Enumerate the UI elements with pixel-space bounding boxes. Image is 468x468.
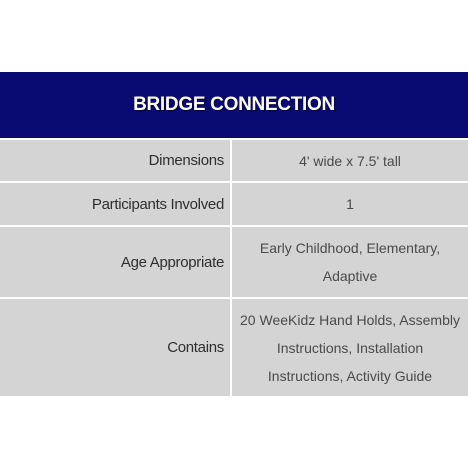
row-value (232, 299, 468, 396)
table-header (0, 72, 468, 138)
row-value (232, 227, 468, 297)
table-title: BRIDGE CONNECTION (133, 94, 335, 115)
row-value (232, 183, 468, 225)
product-spec-table (0, 72, 468, 396)
row-value (232, 140, 468, 181)
row-value-line: 20 WeeKidz Hand Holds, Assembly (240, 311, 460, 328)
row-value-line: 4' wide x 7.5' tall (299, 152, 401, 169)
table-row-participants (0, 181, 468, 225)
row-value-line: Adaptive (322, 268, 378, 284)
table-row-dimensions (0, 138, 468, 181)
row-value-line: 1 (346, 196, 354, 212)
row-label: Participants Involved (0, 183, 232, 225)
row-value-line: Instructions, Installation (276, 339, 424, 356)
row-label: Dimensions (0, 140, 232, 181)
table-row-age-appropriate (0, 225, 468, 297)
row-value-line: Instructions, Activity Guide (267, 367, 433, 384)
row-value-line: Early Childhood, Elementary, (259, 240, 441, 256)
row-label: Contains (0, 299, 232, 396)
row-label: Age Appropriate (0, 227, 232, 297)
table-row-contains (0, 297, 468, 396)
